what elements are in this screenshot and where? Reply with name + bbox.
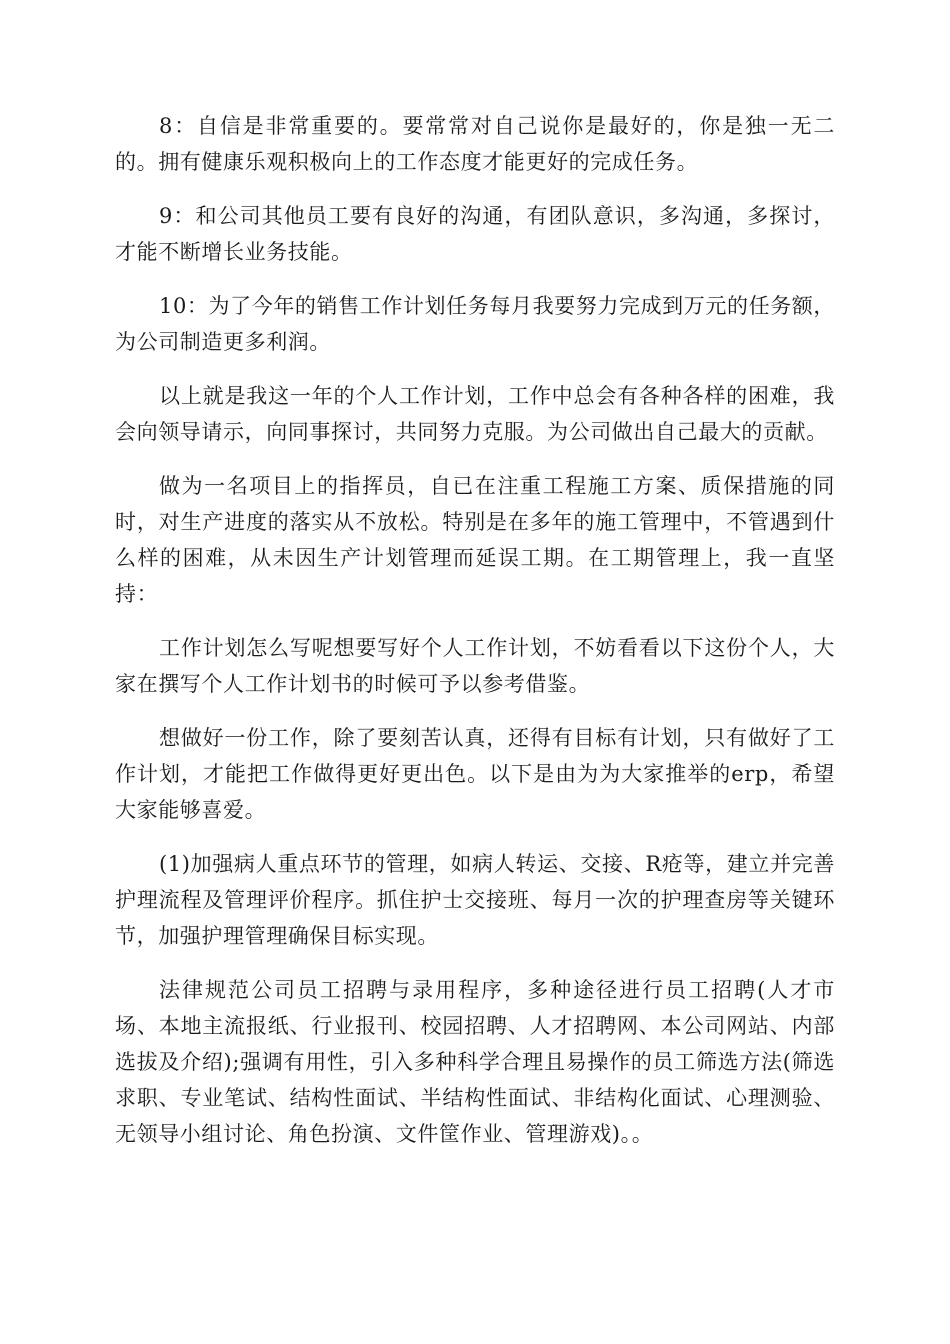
paragraph-5: 做为一名项目上的指挥员，自已在注重工程施工方案、质保措施的同时，对生产进度的落实从不放松。特别是在多年的施工管理中，不管遇到什么样的困难，从未因生产计划管理而延误工期。在工期管理上，我一直坚持： <box>115 474 835 606</box>
document-body <box>115 108 835 1170</box>
paragraph-8: (1)加强病人重点环节的管理，如病人转运、交接、R疮等，建立并完善护理流程及管理评价程序。抓住护士交接班、每月一次的护理查房等关键环节，加强护理管理确保目标实现。 <box>115 852 835 948</box>
paragraph-6: 工作计划怎么写呢想要写好个人工作计划，不妨看看以下这份个人，大家在撰写个人工作计划书的时候可予以参考借鉴。 <box>115 636 835 696</box>
paragraph-2: 9：和公司其他员工要有良好的沟通，有团队意识，多沟通，多探讨，才能不断增长业务技能。 <box>115 204 835 264</box>
paragraph-1: 8：自信是非常重要的。要常常对自己说你是最好的，你是独一无二的。拥有健康乐观积极向上的工作态度才能更好的完成任务。 <box>115 114 835 174</box>
paragraph-9: 法律规范公司员工招聘与录用程序，多种途径进行员工招聘(人才市场、本地主流报纸、行业报刊、校园招聘、人才招聘网、本公司网站、内部选拔及介绍);强调有用性，引入多种科学合理且易操作的员工筛选方法(筛选求职、专业笔试、结构性面试、半结构性面试、非结构化面试、心理测验、无领导小组讨论、角色扮演、文件筐作业、管理游戏)。。 <box>115 978 835 1146</box>
paragraph-4: 以上就是我这一年的个人工作计划，工作中总会有各种各样的困难，我会向领导请示，向同事探讨，共同努力克服。为公司做出自己最大的贡献。 <box>115 384 835 444</box>
paragraph-7: 想做好一份工作，除了要刻苦认真，还得有目标有计划，只有做好了工作计划，才能把工作做得更好更出色。以下是由为为大家推举的erp，希望大家能够喜爱。 <box>115 726 835 822</box>
paragraph-3: 10：为了今年的销售工作计划任务每月我要努力完成到万元的任务额，为公司制造更多利润。 <box>115 294 835 354</box>
